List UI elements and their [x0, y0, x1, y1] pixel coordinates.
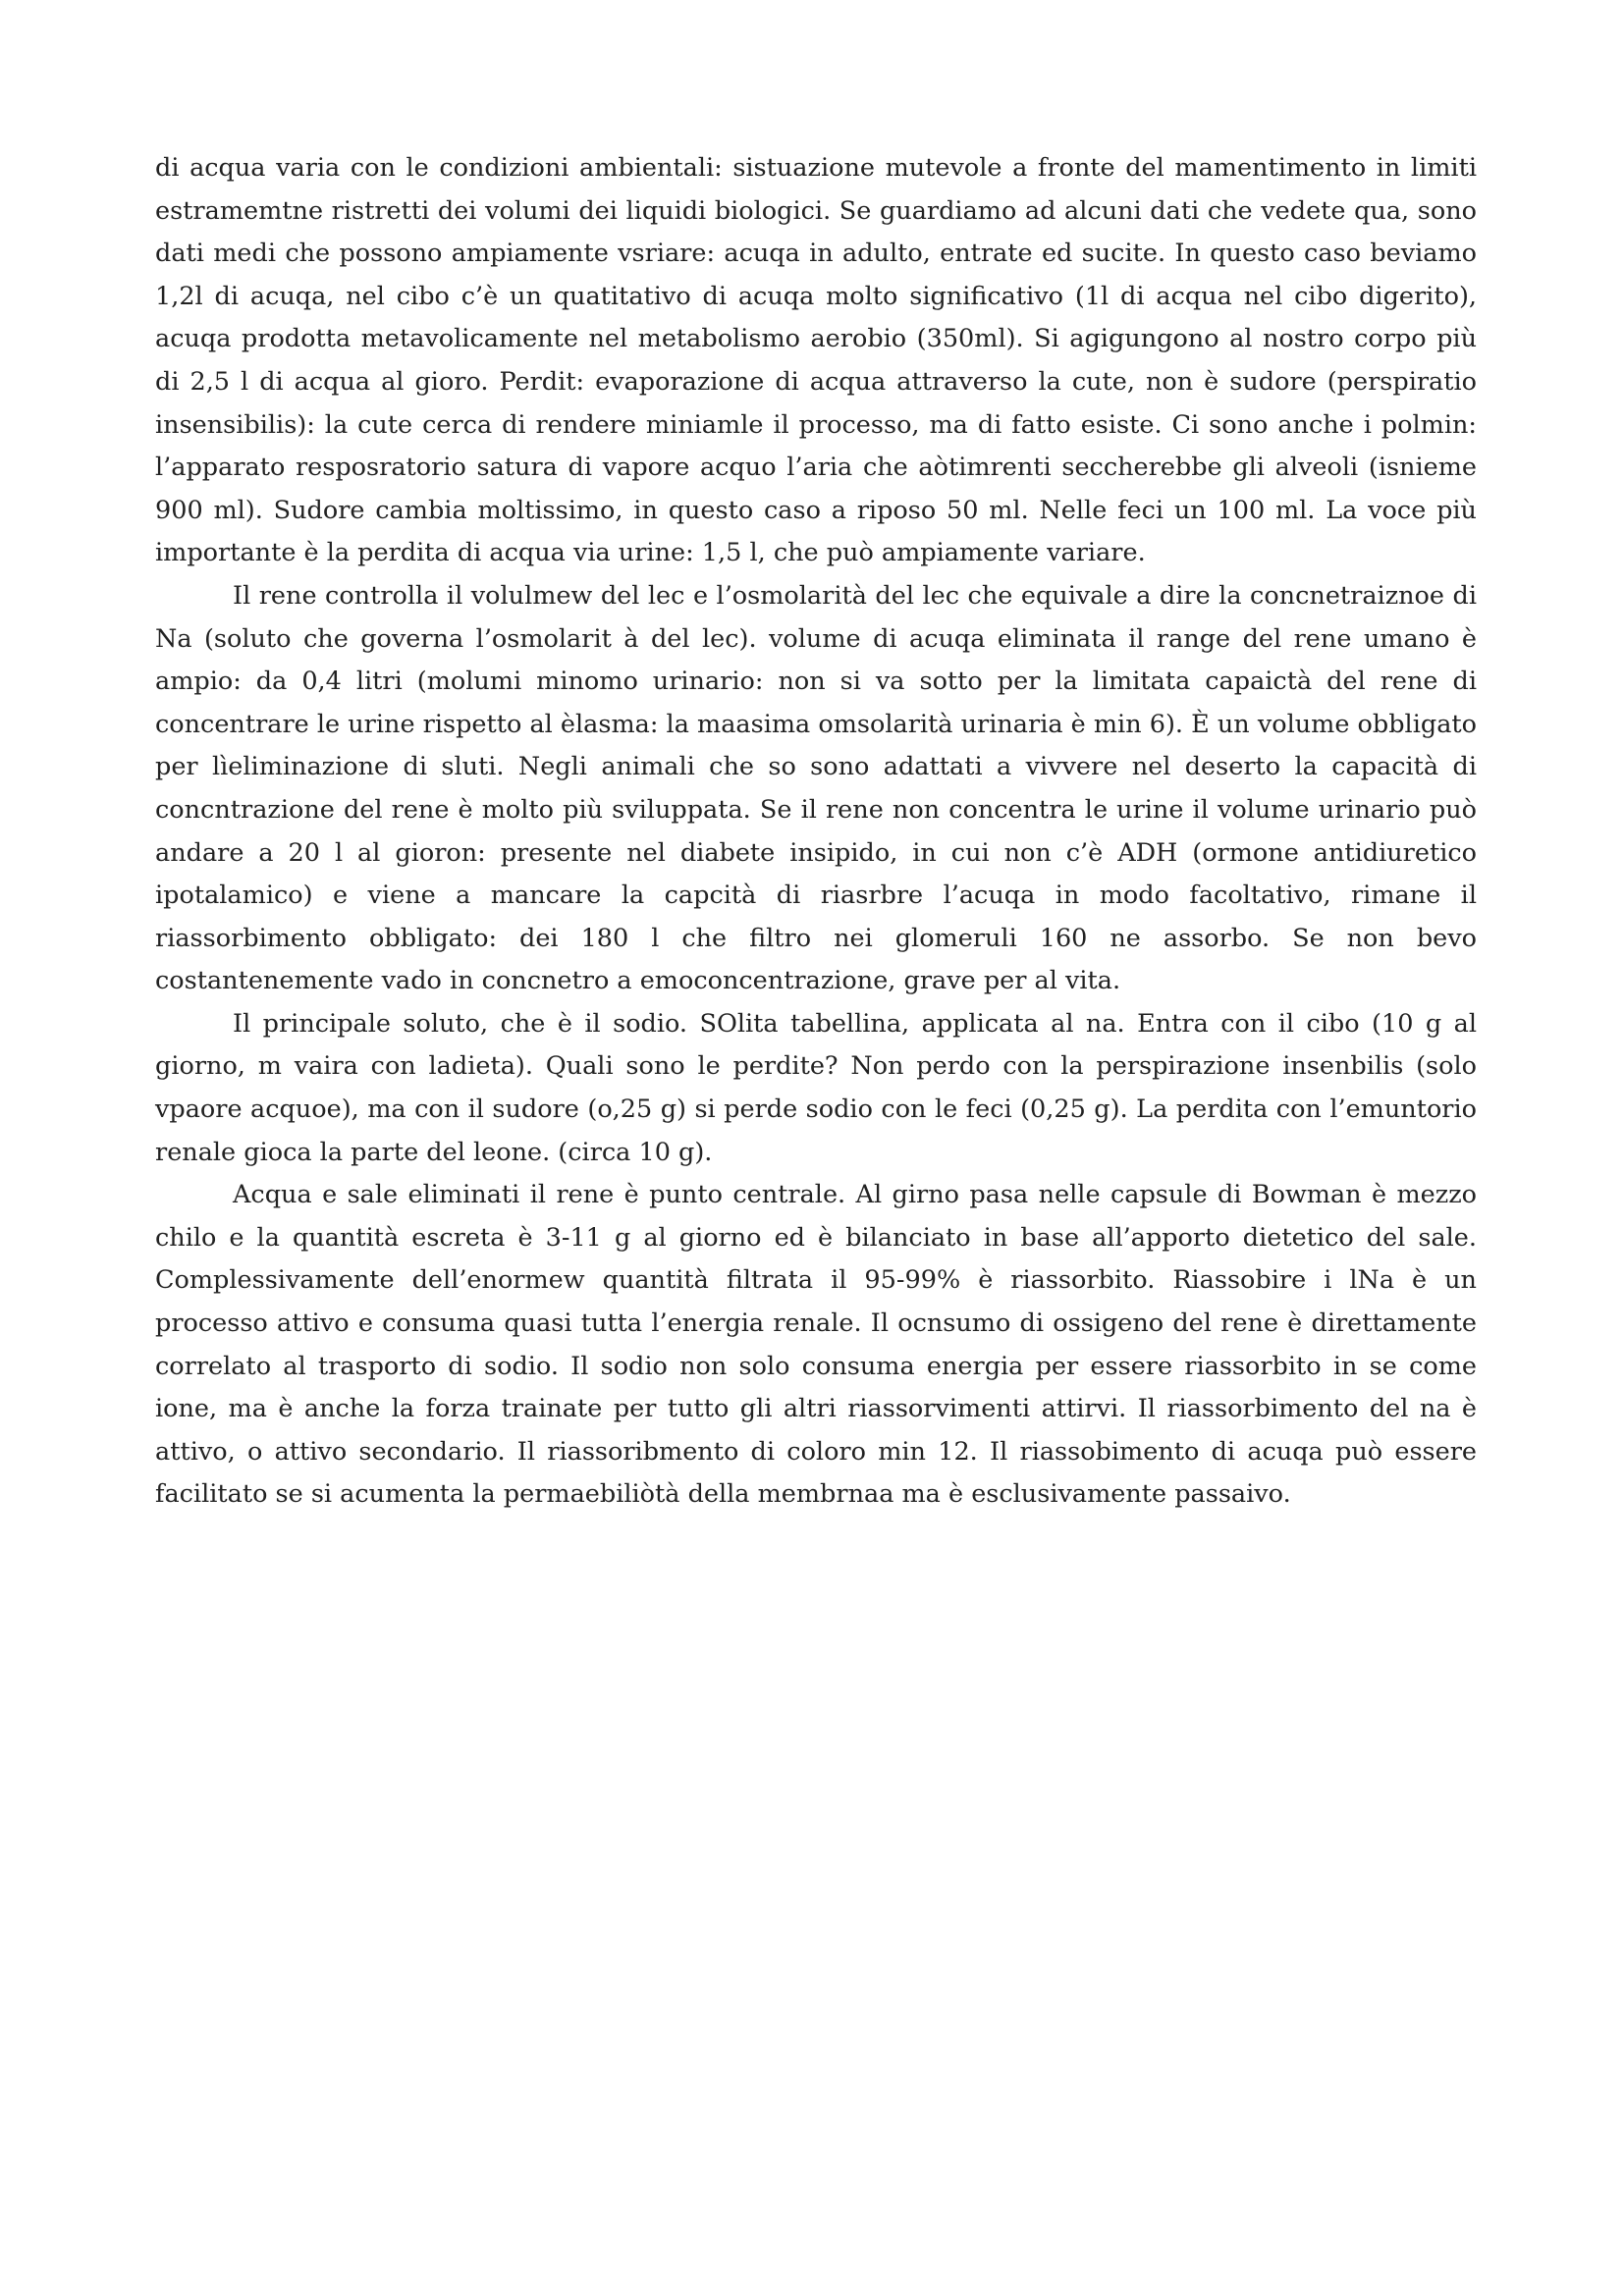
document-page	[155, 147, 1477, 1517]
paragraph-sodium-balance: Il principale soluto, che è il sodio. SOlita tabellina, applicata al na. Entra con il cibo (10 g al giorno, m vaira con ladieta). Quali sono le perdite? Non perdo con la perspirazione insenbilis (solo vpaore acquoe), ma con il sudore (o,25 g) si perde sodio con le feci (0,25 g). La perdita con l’emuntorio renale gioca la parte del leone. (circa 10 g).	[155, 1008, 1477, 1167]
paragraph-sodium-reabsorption: Acqua e sale eliminati il rene è punto centrale. Al girno pasa nelle capsule di Bowman è mezzo chilo e la quantità escreta è 3-11 g al giorno ed è bilanciato in base all’apporto dietetico del sale. Complessivamente dell’enormew quantità filtrata il 95-99% è riassorbito. Riassobire i lNa è un processo attivo e consuma quasi tutta l’energia renale. Il ocnsumo di ossigeno del rene è direttamente correlato al trasporto di sodio. Il sodio non solo consuma energia per essere riassorbito in se come ione, ma è anche la forza trainate per tutto gli altri riassorvimenti attirvi. Il riassorbimento del na è attivo, o attivo secondario. Il riassoribmento di coloro min 12. Il riassobimento di acuqa può essere facilitato se si acumenta la permaebiliòtà della membrnaa ma è esclusivamente passaivo.	[155, 1180, 1477, 1510]
paragraph-water-balance: di acqua varia con le condizioni ambientali: sistuazione mutevole a fronte del mamentimento in limiti estramemtne ristretti dei volumi dei liquidi biologici. Se guardiamo ad alcuni dati che vedete qua, sono dati medi che possono ampiamente vsriare: acuqa in adulto, entrate ed sucite. In questo caso beviamo 1,2l di acuqa, nel cibo c’è un quatitativo di acuqa molto significativo (1l di acqua nel cibo digerito), acuqa prodotta metavolicamente nel metabolismo aerobio (350ml). Si agigungono al nostro corpo più di 2,5 l di acqua al gioro. Perdit: evaporazione di acqua attraverso la cute, non è sudore (perspiratio insensibilis): la cute cerca di rendere miniamle il processo, ma di fatto esiste. Ci sono anche i polmin: l’apparato resposratorio satura di vapore acquo l’aria che aòtimrenti seccherebbe gli alveoli (isnieme 900 ml). Sudore cambia moltissimo, in questo caso a riposo 50 ml. Nelle feci un 100 ml. La voce più importante è la perdita di acqua via urine: 1,5 l, che può ampiamente variare.	[155, 153, 1477, 568]
paragraph-kidney-volume-control: Il rene controlla il volulmew del lec e l’osmolarità del lec che equivale a dire la concnetraiznoe di Na (soluto che governa l’osmolarit à del lec). volume di acuqa eliminata il range del rene umano è ampio: da 0,4 litri (molumi minomo urinario: non si va sotto per la limitata capaictà del rene di concentrare le urine rispetto al èlasma: la maasima omsolarità urinaria è min 6). È un volume obbligato per lìeliminazione di sluti. Negli animali che so sono adattati a vivvere nel deserto la capacità di concntrazione del rene è molto più sviluppata. Se il rene non concentra le urine il volume urinario può andare a 20 l al gioron: presente nel diabete insipido, in cui non c’è ADH (ormone antidiuretico ipotalamico) e viene a mancare la capcità di riasrbre l’acuqa in modo facoltativo, rimane il riassorbimento obbligato: dei 180 l che filtro nei glomeruli 160 ne assorbo. Se non bevo costantenemente vado in concnetro a emoconcentrazione, grave per al vita.	[155, 580, 1477, 996]
